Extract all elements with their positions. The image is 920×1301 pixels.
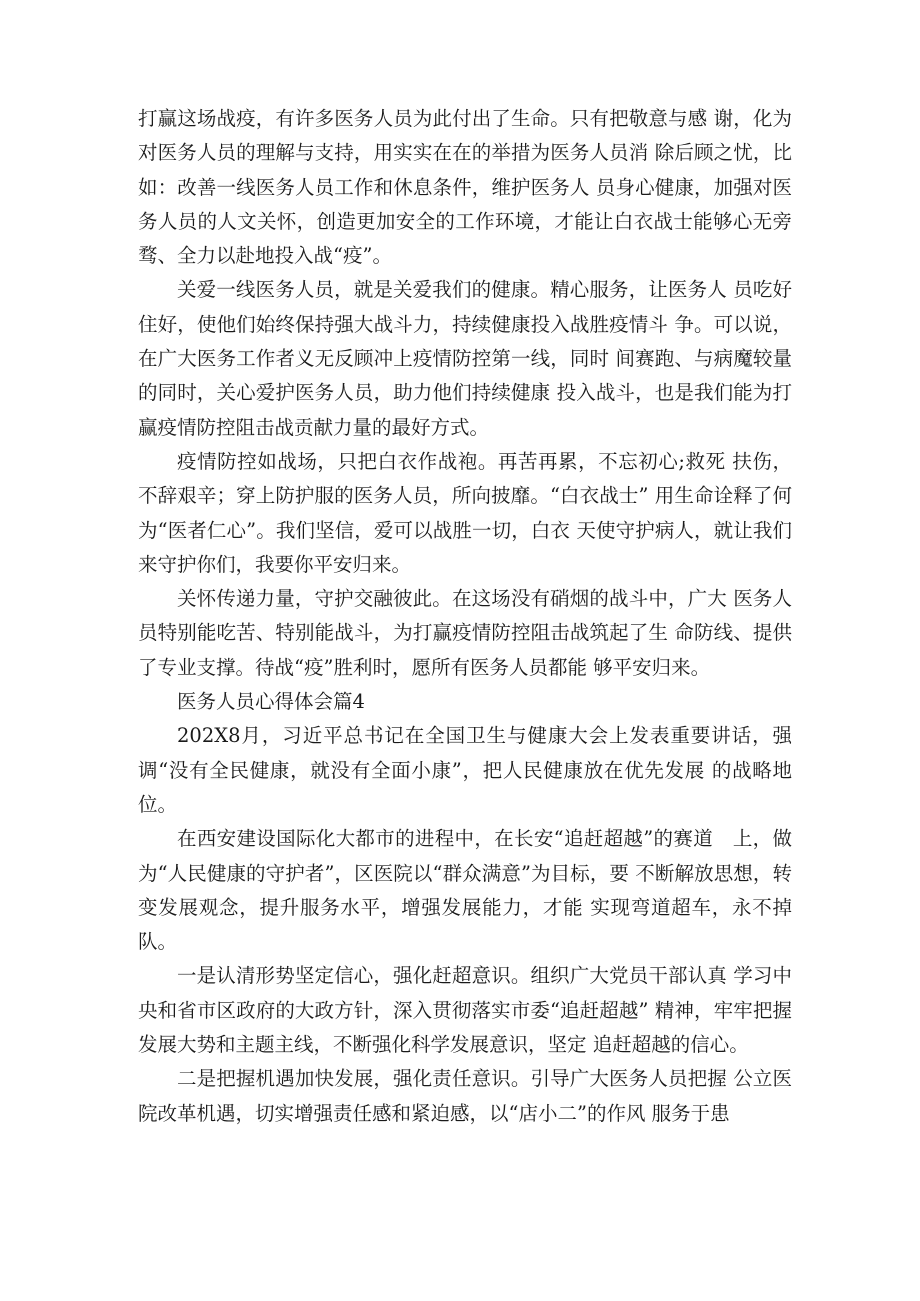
paragraph: 一是认清形势坚定信心，强化赶超意识。组织广大党员干部认真 学习中央和省市区政府的大政方针，深入贯彻落实市委“追赶超越” 精神，牢牢把握发展大势和主题主线，不断强化科学发展意识，坚定 追赶超越的信心。 — [138, 964, 792, 1057]
paragraph: 二是把握机遇加快发展，强化责任意识。引导广大医务人员把握 公立医院改革机遇，切实增强责任感和紧迫感，以“店小二”的作风 服务于患 — [138, 1067, 792, 1125]
paragraph: 关爱一线医务人员，就是关爱我们的健康。精心服务，让医务人 员吃好住好，使他们始终保持强大战斗力，持续健康投入战胜疫情斗 争。可以说，在广大医务工作者义无反顾冲上疫情防控第一线，同时 间赛跑、与病魔较量的同时，关心爱护医务人员，助力他们持续健康 投入战斗，也是我们能为打赢疫情防控阻击战贡献力量的最好方式。 — [138, 278, 792, 439]
section-heading: 医务人员心得体会篇4 — [177, 690, 365, 714]
paragraph: 在西安建设国际化大都市的进程中，在长安“追赶超越”的赛道 上，做为“人民健康的守护者”，区医院以“群众满意”为目标，要 不断解放思想，转变发展观念，提升服务水平，增强发展能力，才能 实现弯道超车，永不掉队。 — [138, 827, 792, 954]
paragraph: 关怀传递力量，守护交融彼此。在这场没有硝烟的战斗中，广大 医务人员特别能吃苦、特别能战斗，为打赢疫情防控阻击战筑起了生 命防线、提供了专业支撑。待战“疫”胜利时，愿所有医务人员都能 够平安归来。 — [138, 587, 792, 679]
paragraph: 打赢这场战疫，有许多医务人员为此付出了生命。只有把敬意与感 谢，化为对医务人员的理解与支持，用实实在在的举措为医务人员消 除后顾之忧，比如：改善一线医务人员工作和休息条件，维护医务人 员身心健康，加强对医务人员的人文关怀，创造更加安全的工作环境，才能让白衣战士能够心无旁骛、全力以赴地投入战“疫”。 — [138, 107, 792, 268]
paragraph: 疫情防控如战场，只把白衣作战袍。再苦再累，不忘初心;救死 扶伤，不辞艰辛；穿上防护服的医务人员，所向披靡。“白衣战士” 用生命诠释了何为“医者仁心”。我们坚信，爱可以战胜一切，白衣 天使守护病人，就让我们来守护你们，我要你平安归来。 — [138, 449, 792, 576]
document-body — [138, 102, 792, 1131]
paragraph: 202X8月，习近平总书记在全国卫生与健康大会上发表重要讲话，强调“没有全民健康，就没有全面小康”，把人民健康放在优先发展 的战略地位。 — [138, 724, 792, 816]
